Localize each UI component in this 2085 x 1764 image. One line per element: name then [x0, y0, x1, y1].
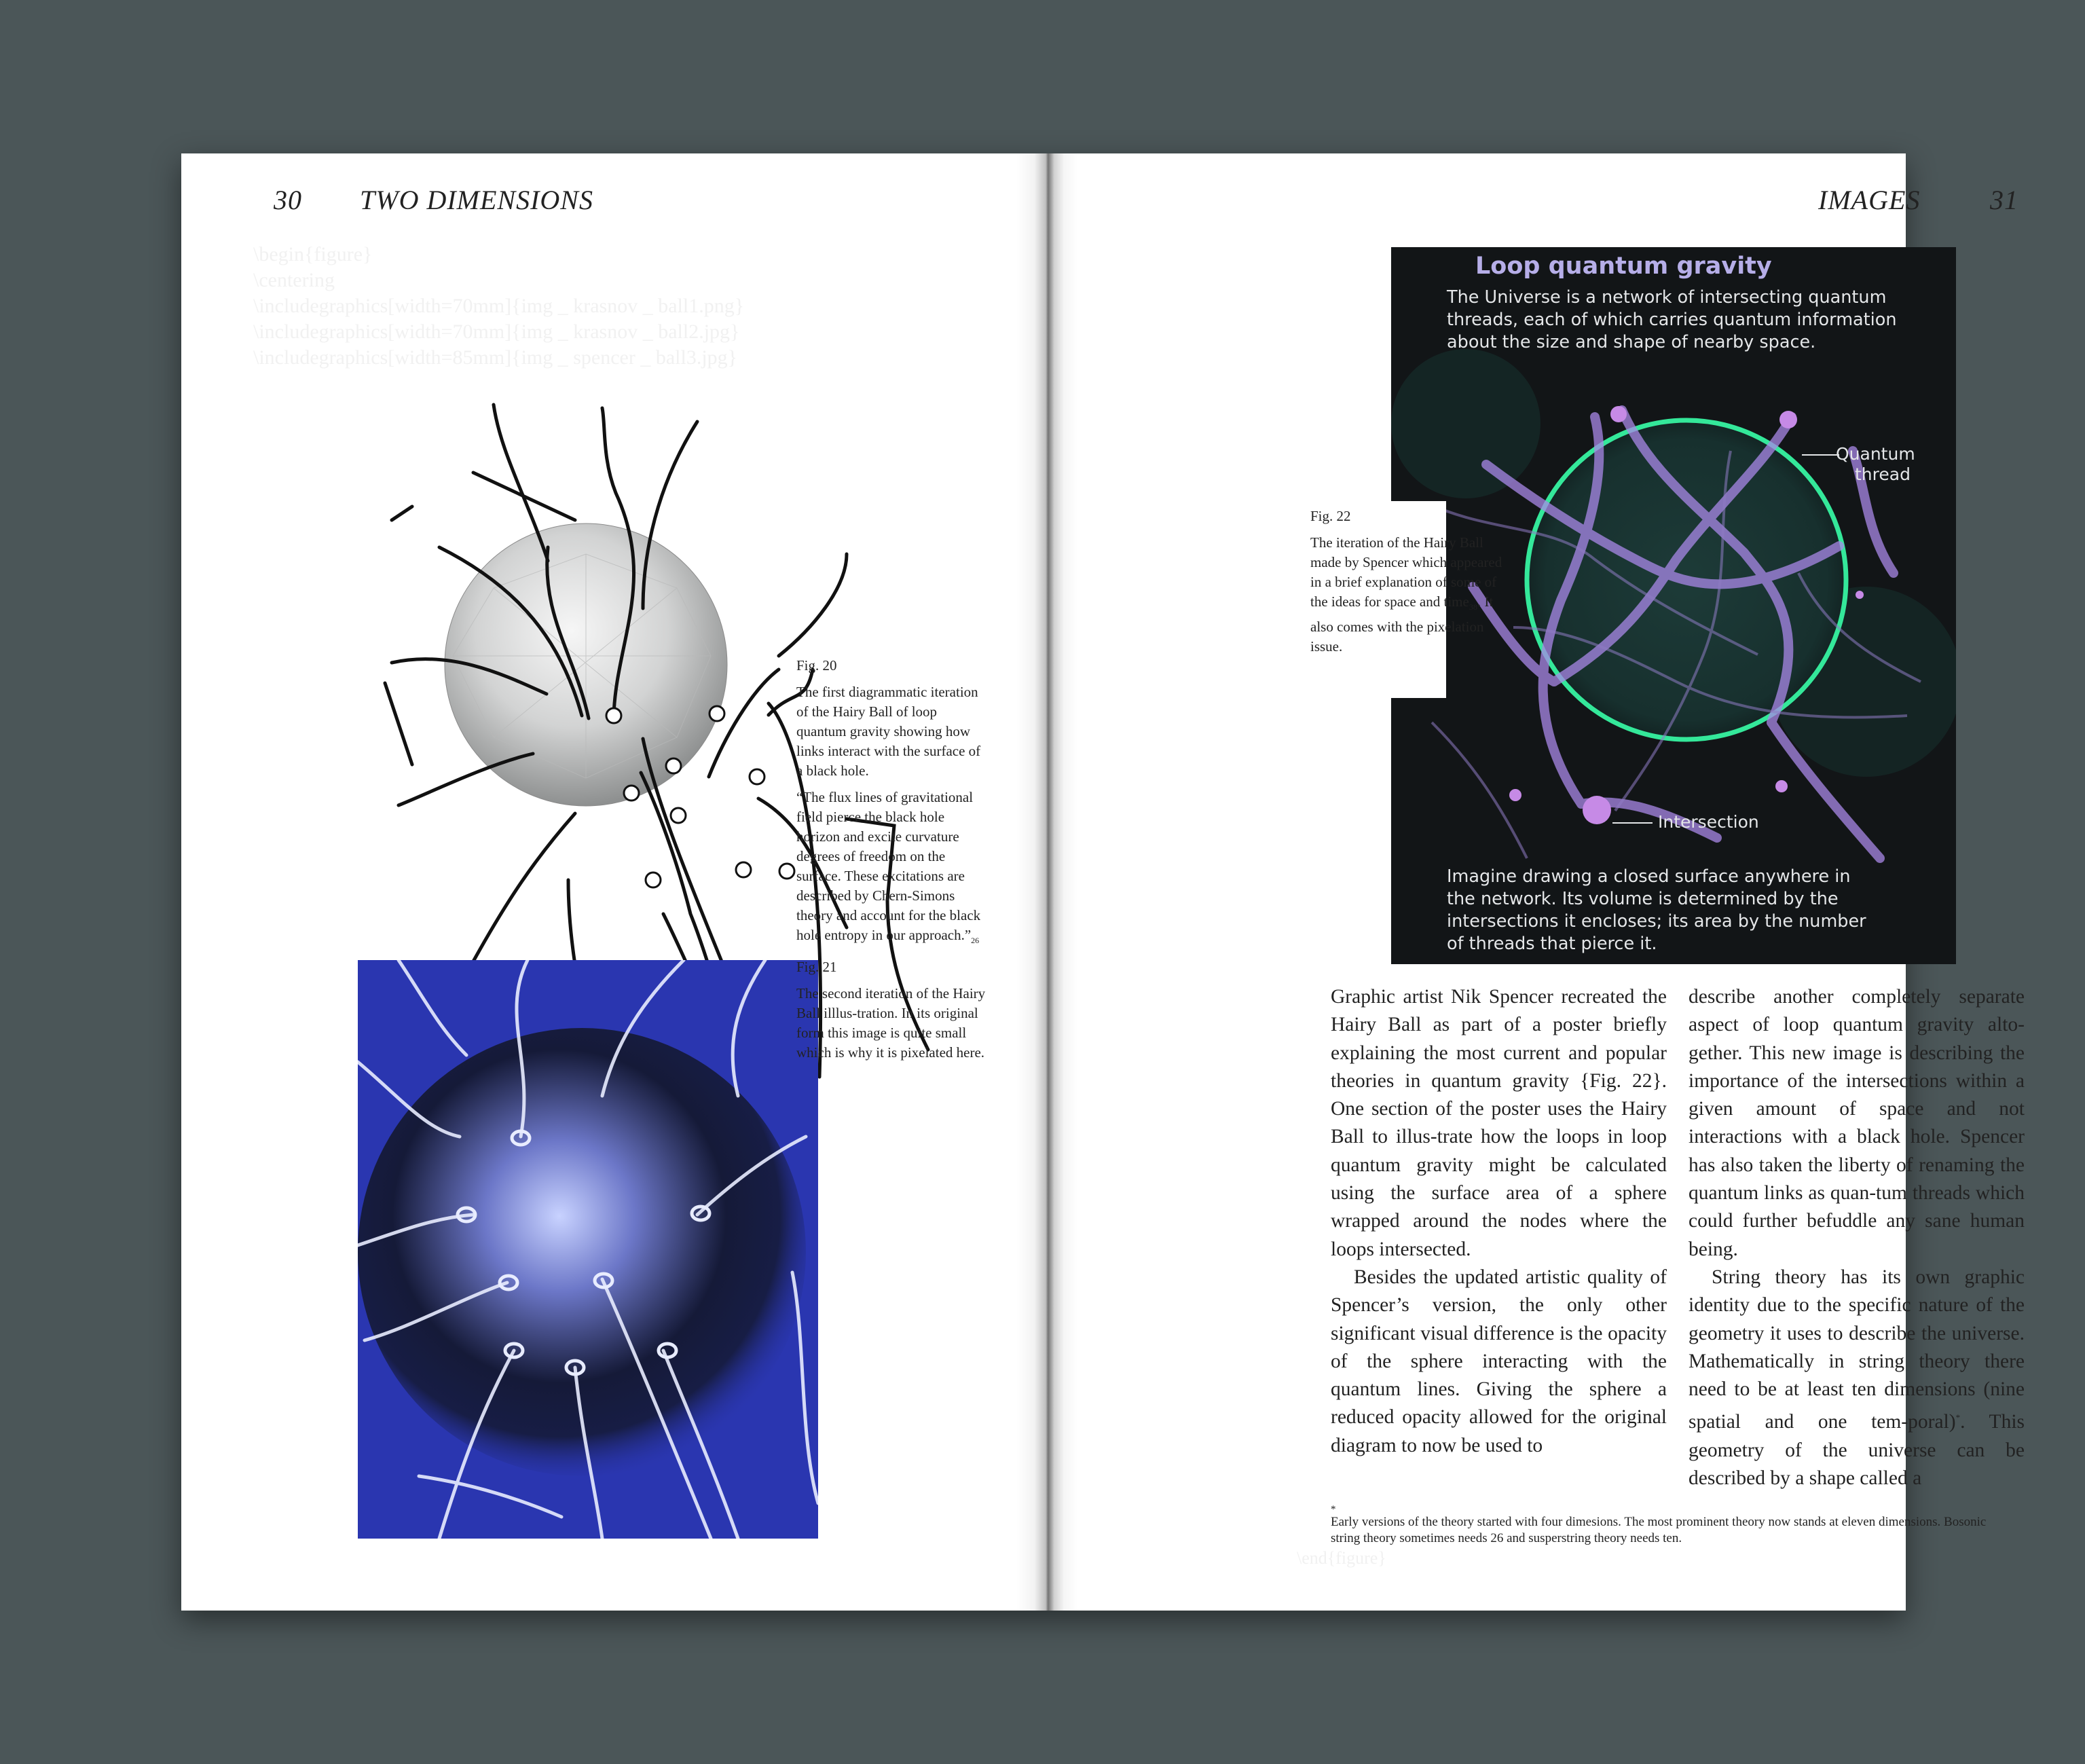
footnote-text: Early versions of the theory started with four dimesions. The most prominent theory now stands at eleven dimensions. Bosonic string theory sometimes needs 26 and susperstring theory needs ten. — [1331, 1515, 1987, 1545]
fig20-quote: “The flux lines of gravitational field pierce the black hole horizon and excite curvature degrees of freedom on the surface. These excitations are described by Chern-Simons theory and account for the black hole entropy in our $approach.”_{26}$ — [796, 789, 981, 946]
lqg-intro-line: The Universe is a network of intersecting quantum — [1447, 287, 1887, 308]
lqg-outro-line: of threads that pierce it. — [1447, 934, 1657, 954]
fig20-quote-ref: 26 — [971, 936, 980, 946]
right-page — [1044, 153, 2025, 1611]
footnote-mark: * — [1955, 1412, 1961, 1423]
lqg-intro-line: about the size and shape of nearby space. — [1447, 332, 1816, 352]
fig21-label: Fig. 21 — [796, 959, 837, 976]
col1-paragraph-2: Besides the updated artistic quality of Spencer’s version, the only other significant visual difference is the opacity of the sphere interacting with the quantum lines. Giving the sphere a reduced opacity allowed for the original diagram to now be used to — [1331, 1266, 1667, 1456]
fig20-text: The first diagrammatic iteration of the Hairy Ball of loop quantum gravity showing how links interact with the surface of a black hole. — [796, 684, 981, 779]
ghost-end-figure: \end{figure} — [1297, 1548, 1386, 1568]
ghost-line: \begin{figure} — [253, 243, 373, 265]
body-column-1 — [1331, 983, 1667, 1460]
footnote-mark: * — [1331, 1504, 1336, 1515]
ghost-line: \includegraphics[width=85mm]{img _ spencer _ ball3.jpg} — [253, 346, 738, 369]
right-running-head: IMAGES — [1818, 185, 1921, 215]
lqg-intro — [1447, 287, 1897, 354]
fig22-label: Fig. 22 — [1310, 508, 1351, 524]
lqg-label-intersection: Intersection — [1658, 812, 1759, 832]
lqg-intro-line: threads, each of which carries quantum information — [1447, 310, 1897, 330]
footnote — [1331, 1505, 2010, 1547]
lqg-title: Loop quantum gravity — [1475, 253, 1772, 280]
body-column-2 — [1689, 983, 2025, 1492]
ghost-line: \includegraphics[width=70mm]{img _ krasnov _ ball1.png} — [253, 295, 745, 317]
lqg-outro — [1447, 866, 1866, 955]
left-running-head: TWO DIMENSIONS — [360, 185, 593, 215]
left-page — [181, 153, 1044, 1611]
col1-paragraph-1: Graphic artist Nik Spencer recreated the Hairy Ball as part of a poster briefly explaining the most current and popular theories in quantum gravity {Fig. 22}. One section of the poster uses the Hairy Ball to illus-trate how the loops in loop quantum gravity might be calculated using the surface area of a sphere wrapped around the nodes where the loops intersected. — [1331, 986, 1667, 1260]
lqg-label-thread: thread — [1855, 464, 1911, 484]
col2-paragraph-2: String theory has its own graphic identity due to the specific nature of the geometry it uses to describe the universe. Mathematically in string theory there need to be at least ten dimensions (nine spatial and one tem-poral)*. This geometry of the universe can be described by a shape called a — [1689, 1266, 2025, 1489]
hairy-ball-blue-image — [358, 960, 818, 1539]
fig22-caption — [1310, 507, 1507, 663]
lqg-outro-line: Imagine drawing a closed surface anywhere in — [1447, 866, 1851, 887]
book-spread — [181, 153, 2025, 1611]
lqg-label-quantum: Quantum — [1836, 444, 1915, 464]
fig22-text: The iteration of the Hairy Ball made by Spencer which appeared in a brief explanation of some of the ideas for space and time$_{38}$. It also comes with the pixelation issue. — [1310, 534, 1502, 655]
fig21-text: The second iteration of the Hairy Ball illlus-tration. In its original form this image is quite small which is why it is pixelated here. — [796, 985, 986, 1061]
fig22-ref: 38 — [1469, 602, 1477, 612]
fig20-label: Fig. 20 — [796, 657, 837, 674]
lqg-label-quantum-thread — [1836, 444, 1915, 485]
ghost-line: \includegraphics[width=70mm]{img _ krasnov _ ball2.jpg} — [253, 320, 740, 343]
ghost-latex-code — [253, 242, 744, 371]
ghost-line: \centering — [253, 269, 335, 291]
right-page-number: 31 — [1990, 185, 2018, 215]
col2-paragraph-1: describe another completely separate aspect of loop quantum gravity alto-gether. This new image is describing the importance of the intersections within a given amount of space and not interactions with a black hole. Spencer has also taken the liberty of renaming the quantum links as quan-tum threads which could further befuddle any sane human being. — [1689, 986, 2025, 1260]
lqg-outro-line: intersections it encloses; its area by the number — [1447, 911, 1866, 932]
left-page-number: 30 — [274, 185, 302, 215]
fig20-caption — [796, 656, 986, 1069]
lqg-outro-line: the network. Its volume is determined by the — [1447, 889, 1839, 909]
